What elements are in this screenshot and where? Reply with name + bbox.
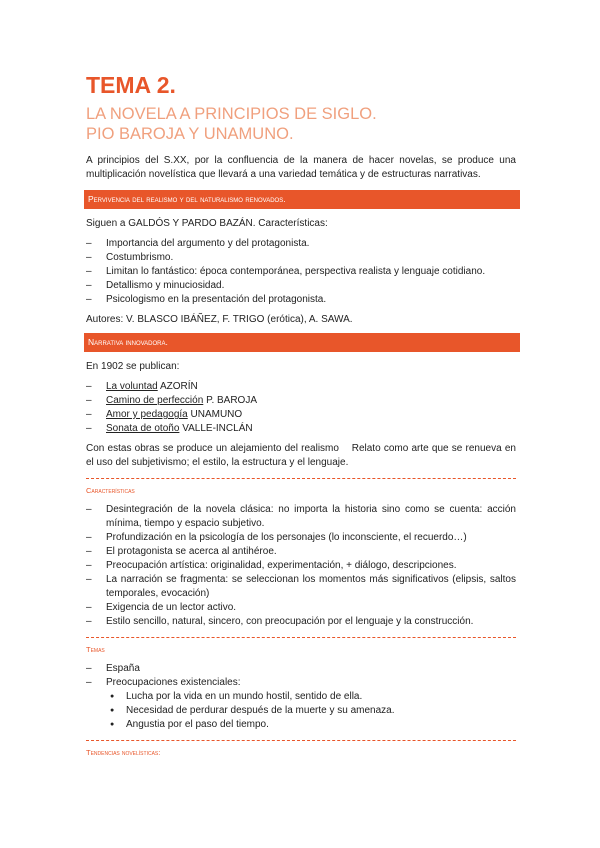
list-item: – Psicologismo en la presentación del protagonista.: [86, 293, 516, 307]
divider: [86, 740, 516, 741]
work-title: La voluntad: [106, 381, 158, 392]
work-item: [86, 394, 516, 408]
list-item: ● Lucha por la vida en un mundo hostil, sentido de ella.: [106, 690, 516, 704]
work-item: [86, 408, 516, 422]
list-item: – Detallismo y minuciosidad.: [86, 279, 516, 293]
tendencias-heading: Tendencias novelísticas:: [86, 748, 161, 757]
divider: [86, 478, 516, 479]
temas-heading: Temas: [86, 645, 105, 654]
list-item: ● Necesidad de perdurar después de la muerte y su amenaza.: [106, 704, 516, 718]
caracteristicas-heading: Características: [86, 486, 135, 495]
list-item: – Costumbrismo.: [86, 251, 516, 265]
temas-sublist: [106, 690, 516, 732]
list-item: – Exigencia de un lector activo.: [86, 601, 516, 615]
list-item: – España: [86, 662, 516, 676]
caracteristicas-list: [86, 503, 516, 629]
work-author: AZORÍN: [159, 381, 198, 392]
temas-list: [86, 662, 516, 690]
list-item: – La narración se fragmenta: se seleccionan los momentos más significativos (elipsis, saltos temporales, evocación): [86, 573, 516, 601]
section1-list: [86, 237, 516, 307]
divider: [86, 637, 516, 638]
section-banner-narrativa: Narrativa innovadora.: [84, 333, 520, 352]
section2-conclusion: Con estas obras se produce un alejamiento del realismo Relato como arte que se renueva en el uso del subjetivismo; el estilo, la estructura y el lenguaje.: [86, 443, 519, 468]
work-item: [86, 422, 516, 436]
list-item: – Estilo sencillo, natural, sincero, con preocupación por el lenguaje y la construcción.: [86, 615, 516, 629]
list-item: – Preocupaciones existenciales:: [86, 676, 516, 690]
work-title: Sonata de otoño: [106, 423, 180, 434]
work-title: Amor y pedagogía: [106, 409, 188, 420]
page-subtitle: [86, 104, 516, 144]
intro-paragraph: A principios del S.XX, por la confluencia de la manera de hacer novelas, se produce una multiplicación novelística que llevará a una variedad temática y de estructuras narrativas.: [86, 155, 516, 180]
list-item: – Limitan lo fantástico: época contemporánea, perspectiva realista y lenguaje cotidiano.: [86, 265, 516, 279]
work-author: VALLE-INCLÁN: [182, 423, 253, 434]
list-item: ● Angustia por el paso del tiempo.: [106, 718, 516, 732]
list-item: – Preocupación artística: originalidad, experimentación, + diálogo, descripciones.: [86, 559, 516, 573]
subtitle-line-2: PIO BAROJA Y UNAMUNO.: [86, 125, 294, 143]
section-banner-realismo: Pervivencia del realismo y del naturalismo renovados.: [84, 190, 520, 209]
list-item: – Desintegración de la novela clásica: no importa la historia sino como se cuenta: acción mínima, tiempo y espacio subjetivo.: [86, 503, 516, 531]
subtitle-line-1: LA NOVELA A PRINCIPIOS DE SIGLO.: [86, 105, 377, 123]
list-item: – El protagonista se acerca al antihéroe.: [86, 545, 516, 559]
section1-lead: Siguen a GALDÓS Y PARDO BAZÁN. Características:: [86, 218, 328, 229]
section1-authors: Autores: V. BLASCO IBÁÑEZ, F. TRIGO (erótica), A. SAWA.: [86, 314, 353, 325]
work-author: P. BAROJA: [206, 395, 258, 406]
works-list: [86, 380, 516, 436]
work-author: UNAMUNO: [190, 409, 243, 420]
section2-lead: En 1902 se publican:: [86, 361, 180, 372]
list-item: – Importancia del argumento y del protagonista.: [86, 237, 516, 251]
work-title: Camino de perfección: [106, 395, 204, 406]
page-title: TEMA 2.: [86, 72, 176, 98]
work-item: [86, 380, 516, 394]
list-item: – Profundización en la psicología de los personajes (lo inconsciente, el recuerdo…): [86, 531, 516, 545]
